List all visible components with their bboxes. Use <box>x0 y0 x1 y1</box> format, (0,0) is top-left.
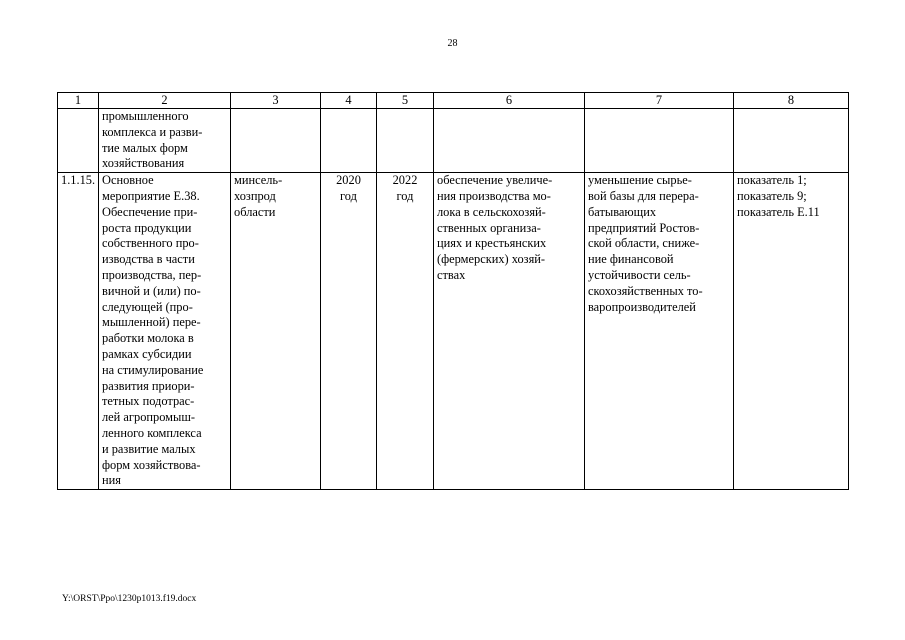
end-cell <box>377 173 434 490</box>
text-line: скохозяйственных то- <box>588 283 703 298</box>
text-line: ственных организа- <box>437 220 541 235</box>
text-line: Обеспечение при- <box>102 204 198 219</box>
page-number: 28 <box>447 38 458 49</box>
text-line: на стимулирование <box>102 362 204 377</box>
text-line: хозпрод <box>234 188 276 203</box>
text-line: промышленного <box>102 109 189 123</box>
row-number-cell <box>58 109 99 173</box>
text-line: циях и крестьянских <box>437 236 547 251</box>
header-cell: 3 <box>231 93 321 109</box>
event-name-cell <box>99 173 231 490</box>
text-line: ствах <box>437 267 466 282</box>
start-cell <box>321 109 377 173</box>
text-line: 2022 <box>392 173 418 188</box>
text-line: лока в сельскохозяй- <box>437 204 546 219</box>
result-cell <box>434 173 585 490</box>
header-cell: 4 <box>321 93 377 109</box>
text-line: ния производства мо- <box>437 188 551 203</box>
text-line: тетных подотрас- <box>102 394 195 409</box>
event-name-cell <box>99 109 231 173</box>
text-line: показатель Е.11 <box>737 204 820 219</box>
table-header-row <box>58 93 849 109</box>
text-line: следующей (про- <box>102 299 193 314</box>
row-number-cell <box>58 173 99 490</box>
text-line: показатель 9; <box>737 188 807 203</box>
text-line: батывающих <box>588 204 657 219</box>
text-line: ленного комплекса <box>102 425 202 440</box>
text-line: изводства в части <box>102 252 195 267</box>
text-line: год <box>396 188 414 203</box>
text-line: вой базы для перера- <box>588 188 699 203</box>
text-line: варопроизводителей <box>588 299 696 314</box>
result-cell <box>434 109 585 173</box>
header-cell: 7 <box>585 93 734 109</box>
text-line: мероприятие Е.38. <box>102 188 200 203</box>
text-line: 2020 <box>336 173 361 188</box>
executor-cell <box>231 173 321 490</box>
indicators-cell <box>734 173 849 490</box>
text-line: предприятий Ростов- <box>588 220 700 235</box>
start-cell <box>321 173 377 490</box>
text-line: Основное <box>102 173 154 188</box>
text-line: (фермерских) хозяй- <box>437 252 546 267</box>
text-line: мышленной) пере- <box>102 315 201 330</box>
text-line: области <box>234 204 276 219</box>
text-line: минсель- <box>234 173 283 188</box>
text-line: и развитие малых <box>102 441 196 456</box>
consequences-cell <box>585 173 734 490</box>
table-row-continuation <box>58 109 849 173</box>
header-cell: 8 <box>734 93 849 109</box>
text-line: 1.1.15. <box>61 173 96 188</box>
text-line: хозяйствования <box>102 156 185 171</box>
text-line: ния <box>102 473 121 488</box>
table-row-1-1-15 <box>58 173 849 490</box>
measures-table <box>57 92 849 490</box>
text-line: производства, пер- <box>102 267 202 282</box>
text-line: ние финансовой <box>588 252 674 267</box>
text-line: комплекса и разви- <box>102 124 203 139</box>
text-line: развития приори- <box>102 378 195 393</box>
header-cell: 6 <box>434 93 585 109</box>
header-cell: 2 <box>99 93 231 109</box>
header-cell: 1 <box>58 93 99 109</box>
footer-file-path: Y:\ORST\Ppo\1230p1013.f19.docx <box>62 594 197 604</box>
text-line: ской области, сниже- <box>588 236 700 251</box>
header-cell: 5 <box>377 93 434 109</box>
text-line: роста продукции <box>102 220 192 235</box>
text-line: вичной и (или) по- <box>102 283 201 298</box>
executor-cell <box>231 109 321 173</box>
text-line: форм хозяйствова- <box>102 457 201 472</box>
end-cell <box>377 109 434 173</box>
text-line: собственного про- <box>102 236 199 251</box>
consequences-cell <box>585 109 734 173</box>
text-line: обеспечение увеличе- <box>437 173 553 188</box>
text-line: работки молока в <box>102 331 194 346</box>
text-line: год <box>340 188 357 203</box>
text-line: уменьшение сырье- <box>588 173 692 188</box>
text-line: рамках субсидии <box>102 346 192 361</box>
text-line: тие малых форм <box>102 140 188 155</box>
indicators-cell <box>734 109 849 173</box>
text-line: лей агропромыш- <box>102 410 196 425</box>
text-line: показатель 1; <box>737 173 807 188</box>
text-line: устойчивости сель- <box>588 267 691 282</box>
